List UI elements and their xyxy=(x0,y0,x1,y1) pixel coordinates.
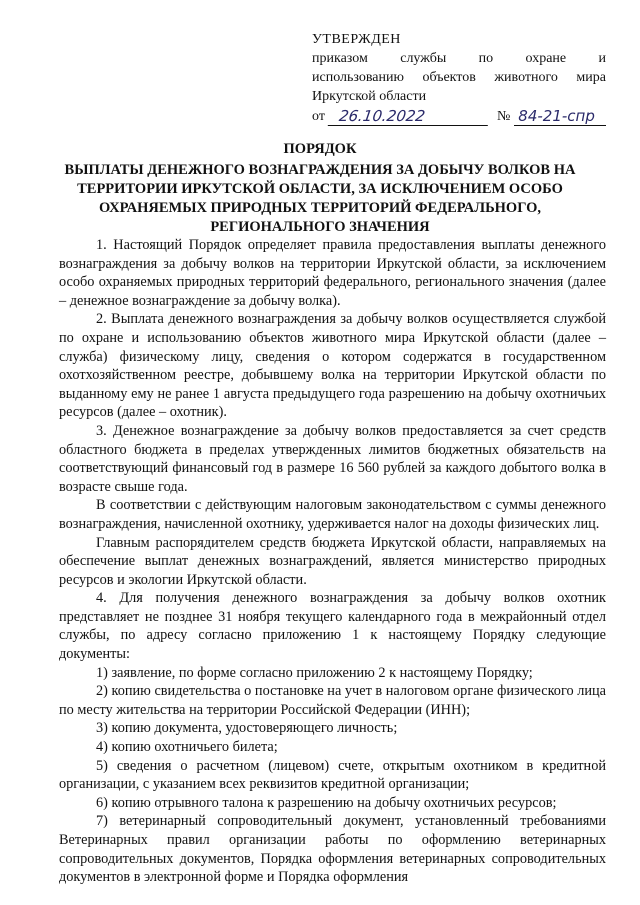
title-heading: ПОРЯДОК xyxy=(283,141,357,157)
list-item-2: 2) копию свидетельства о постановке на учет в налоговом органе физического лица по месту жительства на территории Российской Федерации (ИНН); xyxy=(59,683,606,718)
paragraph-1: 1. Настоящий Порядок определяет правила предоставления выплаты денежного вознаграждения за добычу волков на территории Иркутской области, за исключением особо охраняемых природных территорий федерального, регионального значения (далее – денежное вознаграждение за добычу волка). xyxy=(59,237,606,309)
title-subheading: ВЫПЛАТЫ ДЕНЕЖНОГО ВОЗНАГРАЖДЕНИЯ ЗА ДОБЫЧУ ВОЛКОВ НА ТЕРРИТОРИИ ИРКУТСКОЙ ОБЛАСТИ, ЗА ИСКЛЮЧЕНИЕМ ОСОБО ОХРАНЯЕМЫХ ПРИРОДНЫХ ТЕРРИТОРИЙ ФЕДЕРАЛЬНОГО, РЕГИОНАЛЬНОГО ЗНАЧЕНИЯ xyxy=(64,162,576,235)
list-item-3: 3) копию документа, удостоверяющего личность; xyxy=(96,720,398,737)
approval-line-1: приказом службы по охране и xyxy=(312,51,606,66)
approval-date-handwritten: 26.10.2022 xyxy=(328,108,491,126)
paragraph-3: 3. Денежное вознаграждение за добычу волков предоставляется за счет средств областного бюджета в пределах утвержденных лимитов бюджетных обязательств на соответствующий финансовый год в размере 16 560 рублей за каждого добытого волка в возрасте свыше года. xyxy=(59,422,606,495)
document-title xyxy=(60,140,580,237)
approval-block xyxy=(312,30,606,126)
paragraph-2: 2. Выплата денежного вознаграждения за добычу волков осуществляется службой по охране и использованию объектов животного мира Иркутской области (далее – служба) физическому лицу, сведения о котором содержатся в государственном охотхозяйственном реестре, добывшему волка на территории Иркутской области по выданному ему не ранее 1 августа предыдущего года разрешению на добычу охотничьих ресурсов (далее – охотник). xyxy=(59,311,606,421)
date-label: от xyxy=(312,109,325,124)
approval-line-3: Иркутской области xyxy=(312,89,427,104)
paragraph-budget: Главным распорядителем средств бюджета Иркутской области, направляемых на обеспечение выплат денежных вознаграждений, является министерство природных ресурсов и экологии Иркутской области. xyxy=(59,534,606,588)
list-item-4: 4) копию охотничьего билета; xyxy=(96,739,278,756)
paragraph-4: 4. Для получения денежного вознаграждения за добычу волков охотник представляет не позднее 31 ноября текущего календарного года в межрайонный отдел службы, по адресу согласно приложению 1 к настоящему Порядку следующие документы: xyxy=(59,590,606,663)
approval-number-handwritten: 84-21-спр xyxy=(514,108,606,126)
approval-heading: УТВЕРЖДЕН xyxy=(312,32,401,47)
number-label: № xyxy=(496,109,511,124)
paragraph-tax: В соответствии с действующим налоговым законодательством с суммы денежного вознаграждения, начисленной охотнику, удерживается налог на доходы физических лиц. xyxy=(59,497,606,532)
approval-line-2: использованию объектов животного мира xyxy=(312,70,606,85)
list-item-1: 1) заявление, по форме согласно приложению 2 к настоящему Порядку; xyxy=(96,664,533,681)
document-body xyxy=(59,236,606,887)
list-item-6: 6) копию отрывного талона к разрешению на добычу охотничьих ресурсов; xyxy=(96,794,557,811)
list-item-5: 5) сведения о расчетном (лицевом) счете, открытым охотником в кредитной организации, с указанием всех реквизитов кредитной организации; xyxy=(59,757,606,793)
approval-signature-row xyxy=(312,107,606,126)
list-item-7: 7) ветеринарный сопроводительный документ, установленный требованиями Ветеринарных правил организации работы по оформлению ветеринарных сопроводительных документов, Порядка оформления ветеринарных сопроводительных документов в электронной форме и Порядка оформления xyxy=(59,813,606,886)
